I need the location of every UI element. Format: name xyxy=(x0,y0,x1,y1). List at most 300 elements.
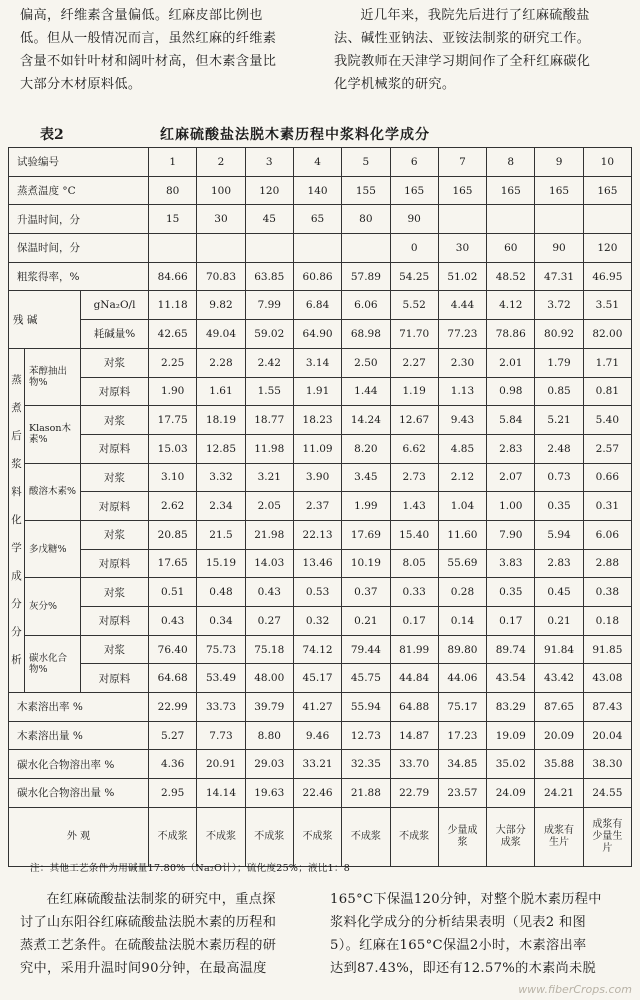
table-cell: 5.94 xyxy=(535,520,583,549)
table-cell: 48.52 xyxy=(487,262,535,291)
text-line: 浆料化学成分的分析结果表明（见表2 和图 xyxy=(330,915,586,930)
table-cell: 23.57 xyxy=(438,779,486,808)
table-cell: 0.53 xyxy=(293,578,341,607)
table-cell: 1.13 xyxy=(438,377,486,406)
table-cell: 120 xyxy=(245,176,293,205)
table-cell: 43.54 xyxy=(487,664,535,693)
text-column-bottom-left xyxy=(20,888,310,980)
table-cell: 20.91 xyxy=(197,750,245,779)
table-cell: 22.79 xyxy=(390,779,438,808)
table-cell: 1.99 xyxy=(342,492,390,521)
table-row xyxy=(9,664,632,693)
table-cell: 0.28 xyxy=(438,578,486,607)
row-label: gNa₂O/l xyxy=(81,291,149,320)
text-line: 在红麻硫酸盐法制浆的研究中，重点探 xyxy=(46,892,276,907)
table-cell: 60 xyxy=(487,234,535,263)
table-cell: 成浆有生片 xyxy=(535,807,583,866)
table-cell: 80 xyxy=(149,176,197,205)
table-cell: 0.17 xyxy=(390,607,438,636)
table-cell: 24.21 xyxy=(535,779,583,808)
table-row xyxy=(9,693,632,722)
table-row xyxy=(9,578,632,607)
table-cell xyxy=(342,234,390,263)
table-cell: 165 xyxy=(438,176,486,205)
table-cell: 不成浆 xyxy=(390,807,438,866)
text-line: 165°C下保温120分钟，对整个脱木素历程中 xyxy=(330,892,602,907)
table-cell: 6.62 xyxy=(390,434,438,463)
table-cell: 5.27 xyxy=(149,721,197,750)
table-cell: 3.10 xyxy=(149,463,197,492)
table-cell: 51.02 xyxy=(438,262,486,291)
table-cell: 75.18 xyxy=(245,635,293,664)
table-cell: 87.65 xyxy=(535,693,583,722)
table-cell: 不成浆 xyxy=(149,807,197,866)
table-cell xyxy=(438,205,486,234)
table-cell: 15.19 xyxy=(197,549,245,578)
table-cell: 7.99 xyxy=(245,291,293,320)
table-cell: 165 xyxy=(583,176,631,205)
table-cell: 17.69 xyxy=(342,520,390,549)
table-cell: 2.73 xyxy=(390,463,438,492)
text-line: 近几年来，我院先后进行了红麻硫酸盐 xyxy=(360,8,590,23)
table-cell: 3.45 xyxy=(342,463,390,492)
table-cell: 6.84 xyxy=(293,291,341,320)
table-cell: 3.83 xyxy=(487,549,535,578)
table-cell: 64.88 xyxy=(390,693,438,722)
table-cell: 45.17 xyxy=(293,664,341,693)
table-cell: 22.99 xyxy=(149,693,197,722)
table-cell: 1 xyxy=(149,148,197,177)
table-cell: 6.06 xyxy=(342,291,390,320)
row-label: 对浆 xyxy=(81,406,149,435)
table-cell: 48.00 xyxy=(245,664,293,693)
row-label: 蒸煮温度 °C xyxy=(9,176,149,205)
table-cell: 84.66 xyxy=(149,262,197,291)
table-row xyxy=(9,607,632,636)
table-cell: 0.31 xyxy=(583,492,631,521)
table-cell: 1.44 xyxy=(342,377,390,406)
table-cell: 0.18 xyxy=(583,607,631,636)
table-cell: 15.40 xyxy=(390,520,438,549)
text-line: 蒸煮工艺条件。在硫酸盐法脱木素历程的研 xyxy=(20,938,277,953)
table-cell: 12.73 xyxy=(342,721,390,750)
table-cell: 1.91 xyxy=(293,377,341,406)
table-cell: 1.19 xyxy=(390,377,438,406)
row-label: 对浆 xyxy=(81,635,149,664)
table-row-appearance xyxy=(9,807,632,866)
table-cell: 14.24 xyxy=(342,406,390,435)
group-label: 灰分% xyxy=(25,578,81,635)
table-cell: 2.30 xyxy=(438,348,486,377)
row-label: 保温时间，分 xyxy=(9,234,149,263)
table-cell: 38.30 xyxy=(583,750,631,779)
table-cell: 155 xyxy=(342,176,390,205)
row-label: 木素溶出量 % xyxy=(9,721,149,750)
table-cell: 44.06 xyxy=(438,664,486,693)
table-cell: 5.52 xyxy=(390,291,438,320)
table-row xyxy=(9,320,632,349)
table-cell: 2.07 xyxy=(487,463,535,492)
table-cell: 15.03 xyxy=(149,434,197,463)
table-cell: 1.00 xyxy=(487,492,535,521)
table-cell: 22.13 xyxy=(293,520,341,549)
table-cell: 17.65 xyxy=(149,549,197,578)
table-cell: 14.03 xyxy=(245,549,293,578)
table-cell: 12.67 xyxy=(390,406,438,435)
table-cell: 46.95 xyxy=(583,262,631,291)
watermark: www.fiberCrops.com xyxy=(518,983,632,996)
table-cell: 14.87 xyxy=(390,721,438,750)
row-label: 碳水化合物溶出率 % xyxy=(9,750,149,779)
table-cell: 29.03 xyxy=(245,750,293,779)
row-label: 对浆 xyxy=(81,348,149,377)
table-cell: 3.90 xyxy=(293,463,341,492)
row-label: 木素溶出率 % xyxy=(9,693,149,722)
table-cell: 2.83 xyxy=(487,434,535,463)
table-row xyxy=(9,205,632,234)
row-label: 对浆 xyxy=(81,578,149,607)
text-line: 化学机械浆的研究。 xyxy=(334,77,456,92)
table-row xyxy=(9,434,632,463)
table-cell: 0.45 xyxy=(535,578,583,607)
table-cell: 1.61 xyxy=(197,377,245,406)
text-line: 5）。红麻在165°C保温2小时，木素溶出率 xyxy=(330,938,587,953)
table-cell: 20.09 xyxy=(535,721,583,750)
table-cell: 165 xyxy=(535,176,583,205)
table-cell: 71.70 xyxy=(390,320,438,349)
table-cell: 89.80 xyxy=(438,635,486,664)
table-cell: 90 xyxy=(535,234,583,263)
table-row xyxy=(9,262,632,291)
table-cell: 0.37 xyxy=(342,578,390,607)
table-cell: 24.55 xyxy=(583,779,631,808)
table-cell: 78.86 xyxy=(487,320,535,349)
text-column-bottom-right xyxy=(330,888,630,980)
table-cell: 65 xyxy=(293,205,341,234)
table-cell: 成浆有少量生片 xyxy=(583,807,631,866)
table-cell: 33.21 xyxy=(293,750,341,779)
table-cell: 0.35 xyxy=(535,492,583,521)
side-label: 蒸煮后浆料化学成分分析 xyxy=(9,348,25,692)
table-cell: 不成浆 xyxy=(245,807,293,866)
table-cell: 0.21 xyxy=(342,607,390,636)
table-cell: 17.75 xyxy=(149,406,197,435)
row-label: 对原料 xyxy=(81,377,149,406)
table-cell: 3.14 xyxy=(293,348,341,377)
table-cell: 5.21 xyxy=(535,406,583,435)
table-cell: 2.01 xyxy=(487,348,535,377)
table-cell: 0 xyxy=(390,234,438,263)
table-cell: 4.12 xyxy=(487,291,535,320)
row-label: 对原料 xyxy=(81,492,149,521)
table-cell: 4 xyxy=(293,148,341,177)
table-row xyxy=(9,406,632,435)
table-cell: 9 xyxy=(535,148,583,177)
table-cell: 21.98 xyxy=(245,520,293,549)
table-cell: 11.60 xyxy=(438,520,486,549)
row-label: 耗碱量% xyxy=(81,320,149,349)
table-cell: 120 xyxy=(583,234,631,263)
table-cell: 45.75 xyxy=(342,664,390,693)
text-line: 我院教师在天津学习期间作了全秆红麻碳化 xyxy=(334,54,591,69)
table-cell: 2.12 xyxy=(438,463,486,492)
table-row xyxy=(9,377,632,406)
group-label: Klason木素% xyxy=(25,406,81,463)
table-cell: 3.51 xyxy=(583,291,631,320)
group-label: 碳水化合物% xyxy=(25,635,81,692)
table-cell: 24.09 xyxy=(487,779,535,808)
group-label: 多戊糖% xyxy=(25,520,81,577)
table-cell: 1.04 xyxy=(438,492,486,521)
table-cell xyxy=(245,234,293,263)
table-cell xyxy=(149,234,197,263)
table-cell: 0.17 xyxy=(487,607,535,636)
table-cell: 6 xyxy=(390,148,438,177)
table-cell: 不成浆 xyxy=(197,807,245,866)
table-cell: 75.17 xyxy=(438,693,486,722)
table-cell: 0.73 xyxy=(535,463,583,492)
table-row xyxy=(9,549,632,578)
table-cell: 4.36 xyxy=(149,750,197,779)
table-cell: 68.98 xyxy=(342,320,390,349)
table-cell: 43.42 xyxy=(535,664,583,693)
table-cell: 大部分成浆 xyxy=(487,807,535,866)
table-cell: 87.43 xyxy=(583,693,631,722)
table-cell: 20.04 xyxy=(583,721,631,750)
text-line: 达到87.43%，即还有12.57%的木素尚未脱 xyxy=(330,961,597,976)
table-cell: 0.14 xyxy=(438,607,486,636)
table-cell: 不成浆 xyxy=(342,807,390,866)
table-cell: 0.85 xyxy=(535,377,583,406)
table-cell: 32.35 xyxy=(342,750,390,779)
table-cell: 33.70 xyxy=(390,750,438,779)
text-line: 低。但从一般情况而言，虽然红麻的纤维素 xyxy=(20,31,277,46)
table-cell: 2.62 xyxy=(149,492,197,521)
table-cell: 64.90 xyxy=(293,320,341,349)
table-cell: 2.50 xyxy=(342,348,390,377)
table-cell: 2.48 xyxy=(535,434,583,463)
text-column-top-right xyxy=(334,4,630,96)
row-group-label: 残 碱 xyxy=(9,291,81,348)
group-label: 酸溶木素% xyxy=(25,463,81,520)
table-cell xyxy=(293,234,341,263)
table-cell: 0.27 xyxy=(245,607,293,636)
table-cell: 15 xyxy=(149,205,197,234)
table-cell: 2.28 xyxy=(197,348,245,377)
table-cell: 4.85 xyxy=(438,434,486,463)
table-cell: 30 xyxy=(197,205,245,234)
table-cell: 6.06 xyxy=(583,520,631,549)
table-cell: 不成浆 xyxy=(293,807,341,866)
table-cell: 9.82 xyxy=(197,291,245,320)
row-label: 对原料 xyxy=(81,607,149,636)
table-cell: 4.44 xyxy=(438,291,486,320)
table-cell: 5 xyxy=(342,148,390,177)
table-cell: 7 xyxy=(438,148,486,177)
table-cell: 0.51 xyxy=(149,578,197,607)
table-cell xyxy=(487,205,535,234)
table-cell: 8.05 xyxy=(390,549,438,578)
table-cell: 57.89 xyxy=(342,262,390,291)
table-row xyxy=(9,520,632,549)
table-cell: 43.08 xyxy=(583,664,631,693)
table-cell: 21.5 xyxy=(197,520,245,549)
table-cell: 2.05 xyxy=(245,492,293,521)
table-cell: 34.85 xyxy=(438,750,486,779)
row-label: 试验编号 xyxy=(9,148,149,177)
table-cell: 2.83 xyxy=(535,549,583,578)
table-number: 表2 xyxy=(40,127,64,143)
table-cell: 2.37 xyxy=(293,492,341,521)
table-cell: 33.73 xyxy=(197,693,245,722)
table-cell: 60.86 xyxy=(293,262,341,291)
table-cell: 0.98 xyxy=(487,377,535,406)
chemical-composition-table xyxy=(8,147,632,867)
table-cell: 53.49 xyxy=(197,664,245,693)
table-cell: 79.44 xyxy=(342,635,390,664)
row-label: 对原料 xyxy=(81,434,149,463)
table-cell: 30 xyxy=(438,234,486,263)
table-cell: 5.84 xyxy=(487,406,535,435)
table-cell: 8.80 xyxy=(245,721,293,750)
table-cell: 13.46 xyxy=(293,549,341,578)
table-cell: 89.74 xyxy=(487,635,535,664)
table-cell: 22.46 xyxy=(293,779,341,808)
table-cell: 7.73 xyxy=(197,721,245,750)
table-cell: 42.65 xyxy=(149,320,197,349)
table-cell: 0.34 xyxy=(197,607,245,636)
table-cell: 39.79 xyxy=(245,693,293,722)
table-cell: 76.40 xyxy=(149,635,197,664)
table-cell: 91.85 xyxy=(583,635,631,664)
table-cell: 2.42 xyxy=(245,348,293,377)
table-cell: 5.40 xyxy=(583,406,631,435)
table-cell: 8 xyxy=(487,148,535,177)
table-cell: 21.88 xyxy=(342,779,390,808)
table-cell: 11.18 xyxy=(149,291,197,320)
table-cell: 2.95 xyxy=(149,779,197,808)
row-label: 外 观 xyxy=(9,807,149,866)
table-cell: 0.32 xyxy=(293,607,341,636)
table-cell: 1.90 xyxy=(149,377,197,406)
table-cell: 64.68 xyxy=(149,664,197,693)
table-row xyxy=(9,348,632,377)
table-cell: 14.14 xyxy=(197,779,245,808)
table-cell: 63.85 xyxy=(245,262,293,291)
table-cell: 44.84 xyxy=(390,664,438,693)
table-cell: 0.38 xyxy=(583,578,631,607)
row-label: 粗浆得率，% xyxy=(9,262,149,291)
table-cell: 19.09 xyxy=(487,721,535,750)
table-cell: 91.84 xyxy=(535,635,583,664)
table-cell: 3.72 xyxy=(535,291,583,320)
text-line: 法、碱性亚钠法、亚铵法制浆的研究工作。 xyxy=(334,31,591,46)
table-cell: 0.48 xyxy=(197,578,245,607)
row-label: 升温时间，分 xyxy=(9,205,149,234)
table-cell: 少量成浆 xyxy=(438,807,486,866)
table-cell: 1.55 xyxy=(245,377,293,406)
table-cell: 3.32 xyxy=(197,463,245,492)
table-cell: 18.19 xyxy=(197,406,245,435)
table-cell: 10 xyxy=(583,148,631,177)
table-cell xyxy=(583,205,631,234)
table-cell: 55.69 xyxy=(438,549,486,578)
group-label: 苯醇抽出物% xyxy=(25,348,81,405)
table-cell: 1.43 xyxy=(390,492,438,521)
table-cell: 18.77 xyxy=(245,406,293,435)
table-cell: 1.71 xyxy=(583,348,631,377)
table-cell: 2.88 xyxy=(583,549,631,578)
table-row xyxy=(9,492,632,521)
table-cell: 45 xyxy=(245,205,293,234)
table-cell: 10.19 xyxy=(342,549,390,578)
text-line: 含量不如针叶材和阔叶材高，但木素含量比 xyxy=(20,54,277,69)
row-label: 对浆 xyxy=(81,520,149,549)
table-cell: 90 xyxy=(390,205,438,234)
table-cell: 2.25 xyxy=(149,348,197,377)
table-cell: 54.25 xyxy=(390,262,438,291)
table-cell: 83.29 xyxy=(487,693,535,722)
table-cell: 0.81 xyxy=(583,377,631,406)
table-cell: 2.34 xyxy=(197,492,245,521)
table-cell: 0.21 xyxy=(535,607,583,636)
table-cell: 3.21 xyxy=(245,463,293,492)
table-cell: 75.73 xyxy=(197,635,245,664)
table-cell: 2.27 xyxy=(390,348,438,377)
table-cell: 2 xyxy=(197,148,245,177)
table-row xyxy=(9,750,632,779)
table-cell: 77.23 xyxy=(438,320,486,349)
table-cell: 11.09 xyxy=(293,434,341,463)
table-cell: 55.94 xyxy=(342,693,390,722)
table-cell: 47.31 xyxy=(535,262,583,291)
table-cell xyxy=(535,205,583,234)
table-cell: 3 xyxy=(245,148,293,177)
table-cell: 0.66 xyxy=(583,463,631,492)
table-cell: 80 xyxy=(342,205,390,234)
row-label: 对原料 xyxy=(81,549,149,578)
table-row xyxy=(9,463,632,492)
table-row xyxy=(9,721,632,750)
table-cell: 49.04 xyxy=(197,320,245,349)
table-cell: 35.88 xyxy=(535,750,583,779)
table-row xyxy=(9,148,632,177)
table-cell: 11.98 xyxy=(245,434,293,463)
text-line: 大部分木材原料低。 xyxy=(20,77,142,92)
table-row xyxy=(9,176,632,205)
table-cell: 20.85 xyxy=(149,520,197,549)
table-cell: 0.35 xyxy=(487,578,535,607)
table-cell: 59.02 xyxy=(245,320,293,349)
text-line: 讨了山东阳谷红麻硫酸盐法脱木素的历程和 xyxy=(20,915,277,930)
table-cell: 17.23 xyxy=(438,721,486,750)
table-cell: 8.20 xyxy=(342,434,390,463)
table-cell: 35.02 xyxy=(487,750,535,779)
table-cell: 19.63 xyxy=(245,779,293,808)
table-cell xyxy=(197,234,245,263)
table-note: 注：其他工艺条件为用碱量17.80%（Na₂O计）；硫化度25%；液比1：8 xyxy=(30,863,351,874)
row-label: 对原料 xyxy=(81,664,149,693)
table-cell: 18.23 xyxy=(293,406,341,435)
table-cell: 82.00 xyxy=(583,320,631,349)
table-row xyxy=(9,779,632,808)
text-line: 偏高，纤维素含量偏低。红麻皮部比例也 xyxy=(20,8,263,23)
row-label: 对浆 xyxy=(81,463,149,492)
text-column-top-left xyxy=(20,4,306,96)
table-cell: 0.33 xyxy=(390,578,438,607)
table-cell: 81.99 xyxy=(390,635,438,664)
table-cell: 2.57 xyxy=(583,434,631,463)
